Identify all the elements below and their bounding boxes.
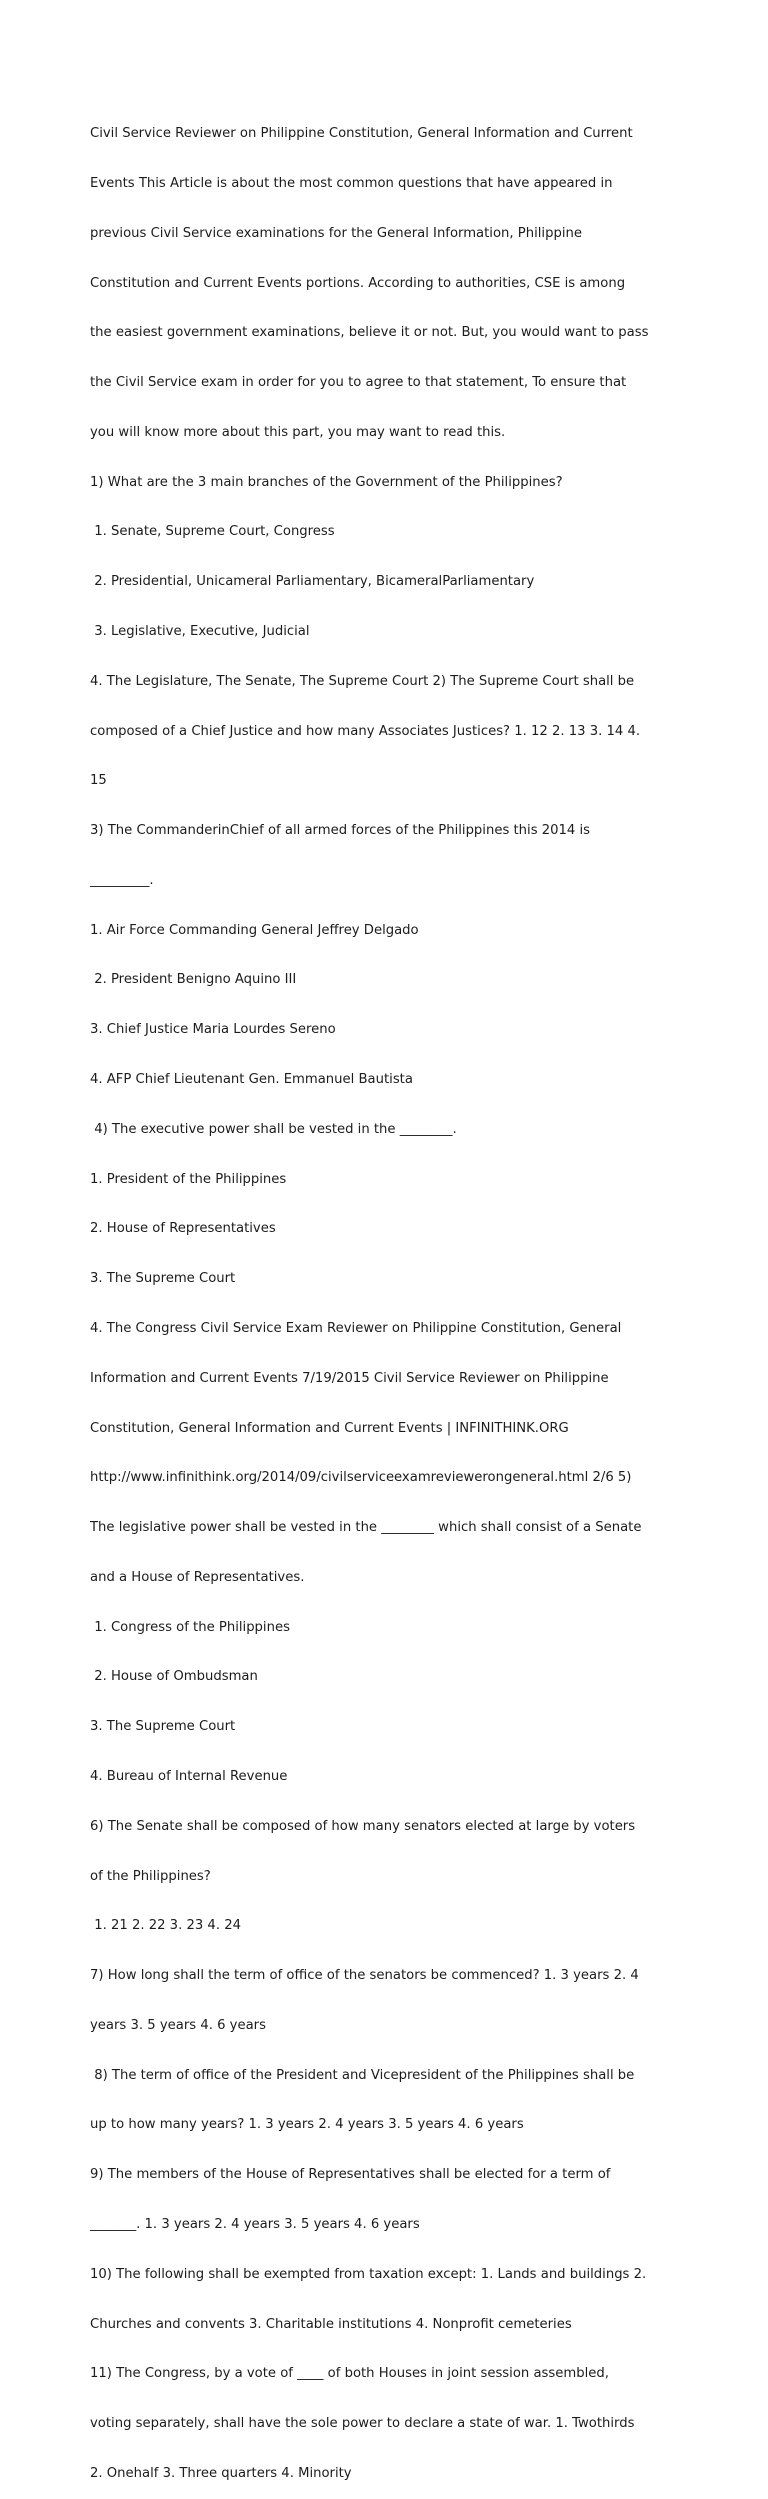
- text-line: Events This Article is about the most common questions that have appeared in: [90, 175, 613, 191]
- question-line: 6) The Senate shall be composed of how many senators elected at large by voters: [90, 1818, 636, 1834]
- answer-line: 1. Air Force Commanding General Jeffrey Delgado: [90, 922, 419, 938]
- text-line: Civil Service Reviewer on Philippine Constitution, General Information and Current: [90, 126, 633, 142]
- answer-line: 4. Bureau of Internal Revenue: [90, 1768, 288, 1784]
- answer-line: 3. Legislative, Executive, Judicial: [90, 624, 310, 639]
- text-line: previous Civil Service examinations for the General Information, Philippine: [90, 225, 582, 241]
- text-line: Constitution, General Information and Current Events | INFINITHINK.ORG: [90, 1420, 569, 1436]
- question-line: 9) The members of the House of Representatives shall be elected for a term of: [90, 2167, 611, 2183]
- question-line: The legislative power shall be vested in the ________ which shall consist of a Senate: [90, 1520, 642, 1536]
- question-line: 4) The executive power shall be vested in the ________.: [90, 1121, 457, 1137]
- answer-line: 1. President of the Philippines: [90, 1171, 287, 1187]
- question-line: 11) The Congress, by a vote of ____ of both Houses in joint session assembled,: [90, 2366, 609, 2382]
- answer-line: 2. House of Ombudsman: [90, 1669, 258, 1685]
- text-line: 2. Onehalf 3. Three quarters 4. Minority: [90, 2465, 352, 2481]
- document-text-block: [90, 93, 690, 2499]
- text-line: 4. The Congress Civil Service Exam Reviewer on Philippine Constitution, General: [90, 1320, 622, 1336]
- text-line: voting separately, shall have the sole power to declare a state of war. 1. Twothirds: [90, 2416, 635, 2432]
- question-line: 8) The term of office of the President and Vicepresident of the Philippines shall be: [90, 2067, 635, 2083]
- answer-line: 1. Senate, Supreme Court, Congress: [90, 524, 335, 540]
- text-line: the easiest government examinations, believe it or not. But, you would want to pass: [90, 325, 649, 341]
- text-line: of the Philippines?: [90, 1868, 211, 1884]
- text-line: 15: [90, 773, 107, 789]
- question-line: 7) How long shall the term of office of the senators be commenced? 1. 3 years 2. 4: [90, 1968, 639, 1984]
- text-line: Constitution and Current Events portions. According to authorities, CSE is among: [90, 275, 626, 291]
- answer-line: 3. The Supreme Court: [90, 1271, 236, 1287]
- text-line: the Civil Service exam in order for you to agree to that statement, To ensure that: [90, 375, 627, 391]
- text-line: and a House of Representatives.: [90, 1569, 305, 1585]
- answer-line: 2. President Benigno Aquino III: [90, 972, 297, 988]
- answer-line: 2. Presidential, Unicameral Parliamentary, BicameralParliamentary: [90, 574, 535, 590]
- answer-line: 3. Chief Justice Maria Lourdes Sereno: [90, 1022, 336, 1038]
- text-line: Information and Current Events 7/19/2015 Civil Service Reviewer on Philippine: [90, 1370, 609, 1386]
- text-line: years 3. 5 years 4. 6 years: [90, 2017, 266, 2033]
- answer-line: 3. The Supreme Court: [90, 1719, 236, 1735]
- answer-line: 4. AFP Chief Lieutenant Gen. Emmanuel Bautista: [90, 1072, 413, 1088]
- text-line: _________.: [90, 872, 154, 888]
- text-line: 4. The Legislature, The Senate, The Supreme Court 2) The Supreme Court shall be: [90, 673, 635, 689]
- text-line: composed of a Chief Justice and how many Associates Justices? 1. 12 2. 13 3. 14 4.: [90, 723, 641, 739]
- answer-line: 1. Congress of the Philippines: [90, 1619, 290, 1635]
- question-line: 10) The following shall be exempted from taxation except: 1. Lands and buildings 2.: [90, 2266, 647, 2282]
- text-line: http://www.infinithink.org/2014/09/civilserviceexamreviewerongeneral.html 2/6 5): [90, 1470, 632, 1486]
- text-line: _______. 1. 3 years 2. 4 years 3. 5 years 4. 6 years: [90, 2217, 420, 2232]
- text-line: you will know more about this part, you may want to read this.: [90, 424, 506, 440]
- text-line: Churches and convents 3. Charitable institutions 4. Nonprofit cemeteries: [90, 2316, 572, 2332]
- answer-line: 1. 21 2. 22 3. 23 4. 24: [90, 1918, 241, 1934]
- answer-line: 2. House of Representatives: [90, 1221, 276, 1237]
- question-line: 3) The CommanderinChief of all armed forces of the Philippines this 2014 is: [90, 823, 591, 839]
- text-line: up to how many years? 1. 3 years 2. 4 years 3. 5 years 4. 6 years: [90, 2117, 524, 2133]
- question-line: 1) What are the 3 main branches of the Government of the Philippines?: [90, 474, 563, 490]
